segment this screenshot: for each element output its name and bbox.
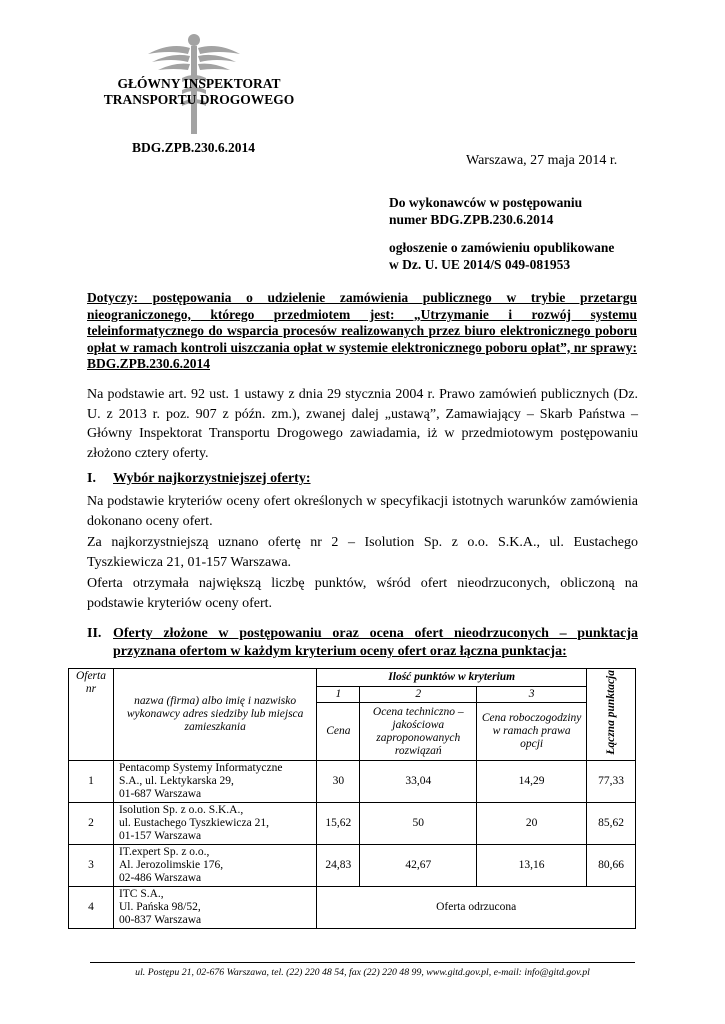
header-criterion-technical: Ocena techniczno – jakościowa zaproponowanych rozwiązań [360,703,477,761]
criterion-1-score: 30 [317,761,360,803]
contractor-address-line: 02-486 Warszawa [118,872,202,884]
contractor-address-line: Ul. Pańska 98/52, [118,901,201,913]
header-criterion-3-number: 3 [477,687,587,703]
footer-divider [90,962,635,963]
criterion-1-score: 24,83 [317,845,360,887]
contractor-address-line: ul. Eustachego Tyszkiewicza 21, [118,817,269,829]
offer-number: 4 [69,887,114,929]
total-score: 77,33 [587,761,636,803]
recipient-line-4: w Dz. U. UE 2014/S 049-081953 [389,257,571,272]
table-row [69,845,636,887]
contractor-address [113,887,316,929]
offers-table [68,668,636,929]
section-2-title: Oferty złożone w postępowaniu oraz ocena ofert nieodrzuconych – punktacja przyznana ofertom w każdym kryterium oceny ofert oraz łączna punktacja: [113,626,638,659]
contractor-address-line: 01-157 Warszawa [118,830,202,842]
section-1-paragraph-2: Za najkorzystniejszą uznano ofertę nr 2 – Isolution Sp. z o.o. S.K.A., ul. Eustachego Tyszkiewicza 21, 01-157 Warszawa. [87,535,638,570]
document-date: Warszawa, 27 maja 2014 r. [466,153,618,168]
criterion-2-score: 42,67 [360,845,477,887]
organization-name [84,76,314,108]
header-contractor-name: nazwa (firma) albo imię i nazwisko wykonawcy adres siedziby lub miejsca zamieszkania [113,669,316,761]
intro-paragraph: Na podstawie art. 92 ust. 1 ustawy z dnia 29 stycznia 2004 r. Prawo zamówień publicznych (Dz. U. z 2013 r. poz. 907 z późn. zm.), zwanej dalej „ustawą”, Zamawiający – Skarb Państwa – Główny Inspektorat Transportu Drogowego zawiadamia, iż w przedmiotowym postępowaniu złożono cztery oferty. [87,387,638,461]
org-line-2: TRANSPORTU DROGOWEGO [103,92,295,107]
criterion-2-score: 50 [360,803,477,845]
contractor-address-line: IT.expert Sp. z o.o., [118,846,210,858]
rejected-offer-note: Oferta odrzucona [317,887,636,929]
section-1-paragraph-3: Oferta otrzymała największą liczbę punktów, wśród ofert nieodrzuconych, obliczoną na podstawie kryteriów oceny ofert. [87,576,638,611]
contractor-address-line: 00-837 Warszawa [118,914,202,926]
recipient-line-3: ogłoszenie o zamówieniu opublikowane [389,240,615,255]
header-total [587,669,636,761]
criterion-1-score: 15,62 [317,803,360,845]
section-1-title: Wybór najkorzystniejszej oferty: [113,471,311,486]
section-1-number: I. [87,471,96,486]
offer-number: 2 [69,803,114,845]
contractor-address-line: Isolution Sp. z o.o. S.K.A., [118,804,244,816]
recipient-line-2: numer BDG.ZPB.230.6.2014 [389,212,554,227]
contractor-address-line: S.A., ul. Lektykarska 29, [118,775,234,787]
contractor-address-line: ITC S.A., [118,888,164,900]
table-row [69,761,636,803]
section-2-heading [87,625,638,660]
header-criterion-1-number: 1 [317,687,360,703]
header-points: Ilość punktów w kryterium [317,669,587,687]
header-criterion-2-number: 2 [360,687,477,703]
table-row [69,887,636,929]
header-offer-number: Oferta nr [69,669,114,761]
header-total-label: Łączna punktacja [605,670,618,755]
recipient-line-1: Do wykonawców w postępowaniu [389,195,583,210]
offer-number: 1 [69,761,114,803]
reference-number: BDG.ZPB.230.6.2014 [132,140,256,155]
contractor-address [113,803,316,845]
contractor-address-line: 01-687 Warszawa [118,788,202,800]
section-1-heading [87,470,638,488]
contractor-address [113,845,316,887]
total-score: 85,62 [587,803,636,845]
subject-line: Dotyczy: postępowania o udzielenie zamówienia publicznego w trybie przetargu nieograniczonego, którego przedmiotem jest: „Utrzymanie i rozwój systemu teleinformatycznego do wsparcia procesów realizowanych przez biuro elektronicznego poboru opłat w ramach kontroli uiszczania opłat w systemie elektronicznego poboru opłat”, nr sprawy: BDG.ZPB.230.6.2014 [87,290,637,371]
criterion-3-score: 20 [477,803,587,845]
section-2-number: II. [87,626,102,641]
offer-number: 3 [69,845,114,887]
criterion-3-score: 13,16 [477,845,587,887]
contractor-address-line: Pentacomp Systemy Informatyczne [118,762,283,774]
section-1-paragraph-1: Na podstawie kryteriów oceny ofert określonych w specyfikacji istotnych warunków zamówienia dokonano oceny ofert. [87,494,638,529]
header-criterion-price: Cena [317,703,360,761]
criterion-2-score: 33,04 [360,761,477,803]
contractor-address-line: Al. Jerozolimskie 176, [118,859,224,871]
total-score: 80,66 [587,845,636,887]
contractor-address [113,761,316,803]
criterion-3-score: 14,29 [477,761,587,803]
org-line-1: GŁÓWNY INSPEKTORAT [117,76,281,91]
recipient-block [389,194,649,273]
table-row [69,803,636,845]
footer-contact: ul. Postępu 21, 02-676 Warszawa, tel. (22) 220 48 54, fax (22) 220 48 99, www.gitd.gov.pl, e-mail: info@gitd.gov.pl [135,967,590,978]
header-criterion-hourly-rate: Cena roboczogodziny w ramach prawa opcji [477,703,587,761]
